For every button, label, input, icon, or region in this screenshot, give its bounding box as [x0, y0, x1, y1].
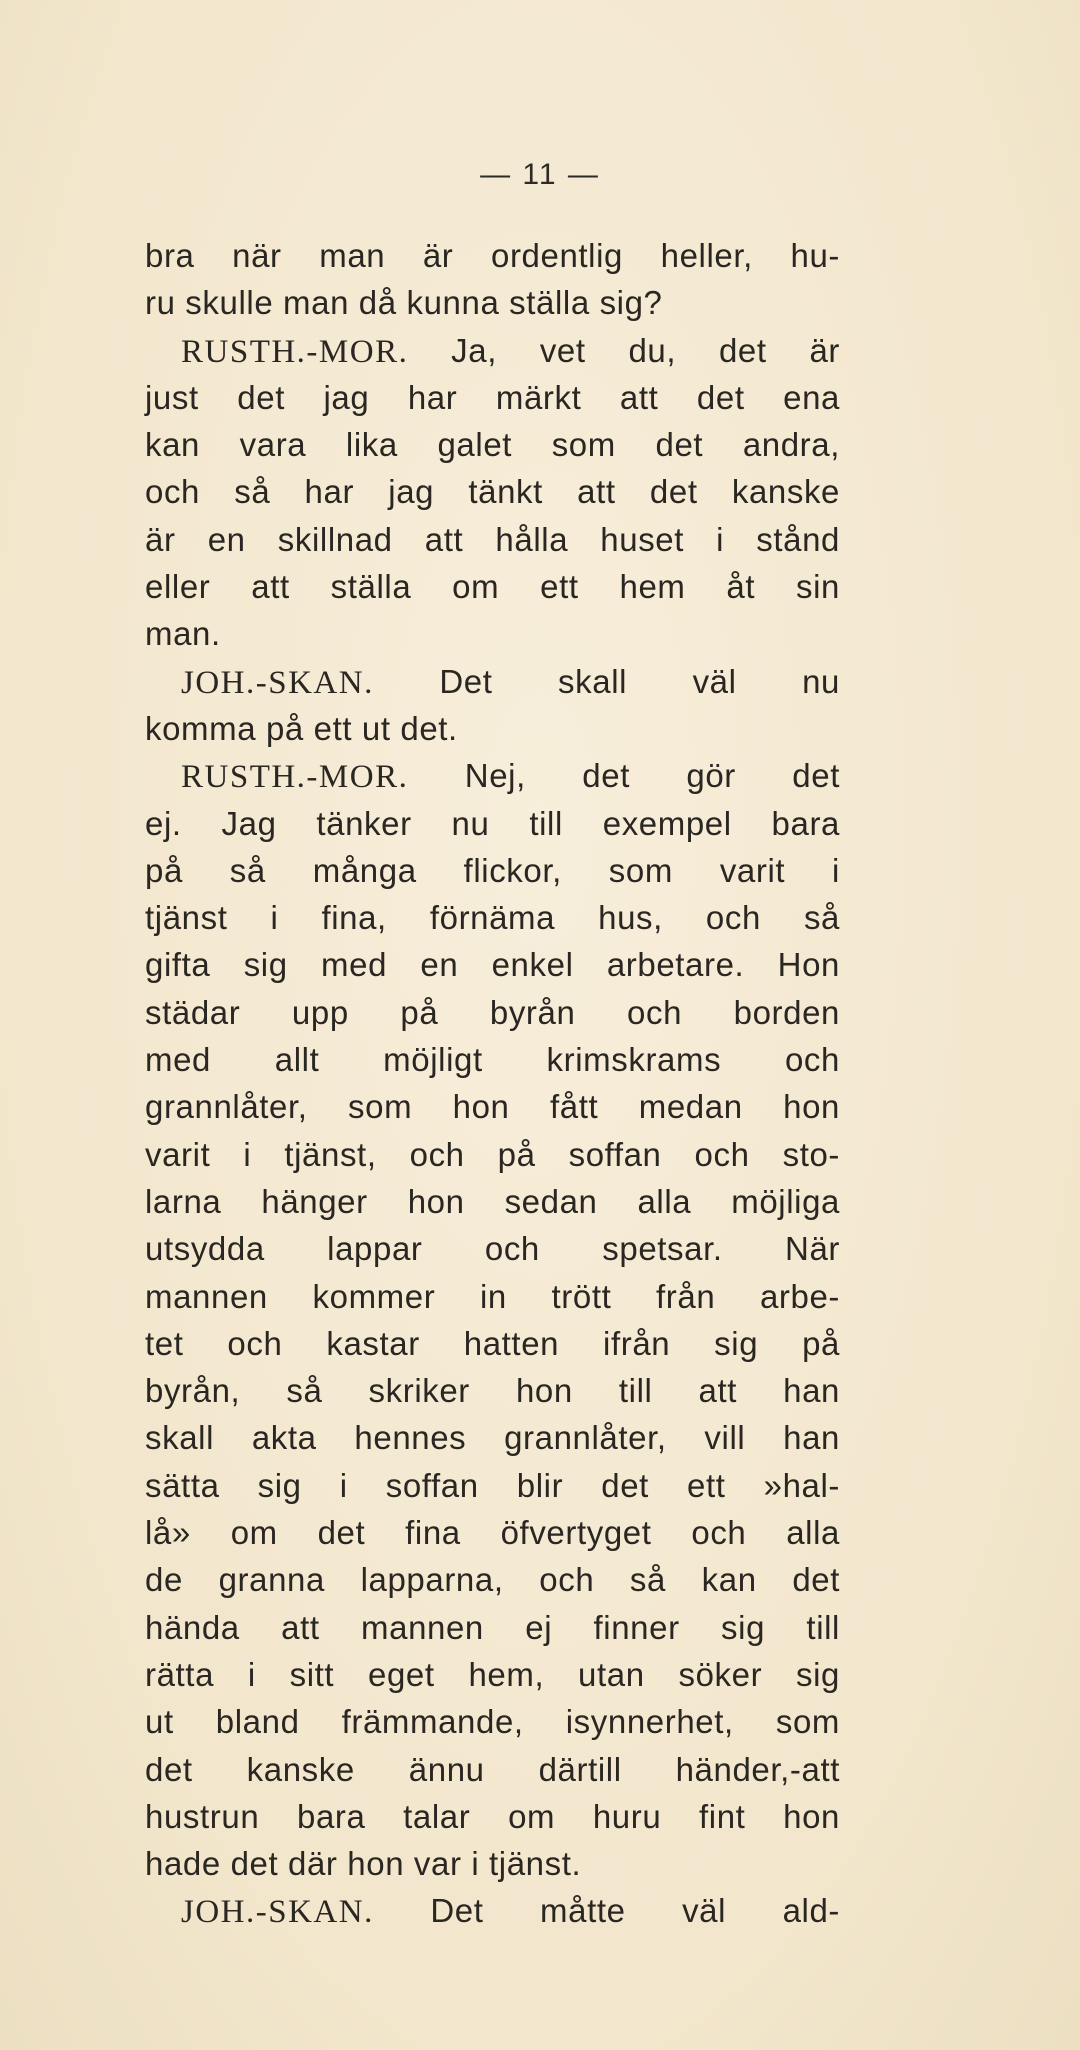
line-text: städar upp på byrån och borden [145, 993, 840, 1031]
line-text: kan vara lika galet som det andra, [145, 426, 840, 464]
speaker-name: JOH.-SKAN. [181, 664, 374, 701]
text-line [145, 374, 840, 421]
line-text: Nej, det gör det [408, 757, 840, 795]
page-number: — 11 — [480, 158, 600, 191]
line-text: lå» om det fina öfvertyget och alla [145, 1514, 840, 1552]
line-text: hända att mannen ej finner sig till [145, 1608, 840, 1646]
body-text [145, 232, 840, 1935]
line-text: tjänst i fina, förnäma hus, och så [145, 899, 840, 937]
text-line [145, 610, 840, 657]
line-text: utsydda lappar och spetsar. När [145, 1230, 840, 1268]
speaker-name: RUSTH.-MOR. [181, 333, 409, 370]
line-text: ut bland främmande, isynnerhet, som [145, 1703, 840, 1741]
text-line [145, 1083, 840, 1130]
text-line [145, 1887, 840, 1934]
line-text: man. [145, 615, 221, 653]
text-line [145, 1414, 840, 1461]
line-text: varit i tjänst, och på soffan och sto- [145, 1135, 840, 1173]
text-line [145, 800, 840, 847]
line-text: med allt möjligt krimskrams och [145, 1041, 840, 1079]
line-text: skall akta hennes grannlåter, vill han [145, 1419, 840, 1457]
text-line [145, 563, 840, 610]
text-line [145, 516, 840, 563]
line-text: mannen kommer in trött från arbe- [145, 1277, 840, 1315]
text-line [145, 1367, 840, 1414]
line-text: hade det där hon var i tjänst. [145, 1845, 582, 1883]
text-line [145, 1793, 840, 1840]
text-line [145, 468, 840, 515]
text-line [145, 1178, 840, 1225]
line-text: just det jag har märkt att det ena [145, 378, 840, 416]
text-line [145, 1131, 840, 1178]
text-line [145, 847, 840, 894]
text-line [145, 1036, 840, 1083]
line-text: Det måtte väl ald- [373, 1892, 840, 1930]
line-text: ej. Jag tänker nu till exempel bara [145, 804, 840, 842]
line-text: gifta sig med en enkel arbetare. Hon [145, 946, 840, 984]
line-text: sätta sig i soffan blir det ett »hal- [145, 1466, 840, 1504]
text-line [145, 1746, 840, 1793]
line-text: eller att ställa om ett hem åt sin [145, 568, 840, 606]
text-line [145, 327, 840, 374]
text-line [145, 705, 840, 752]
text-line [145, 658, 840, 705]
line-text: och så har jag tänkt att det kanske [145, 473, 840, 511]
text-line [145, 279, 840, 326]
text-line [145, 1225, 840, 1272]
line-text: rätta i sitt eget hem, utan söker sig [145, 1655, 840, 1693]
text-line [145, 1604, 840, 1651]
line-text: tet och kastar hatten ifrån sig på [145, 1324, 840, 1362]
line-text: ru skulle man då kunna ställa sig? [145, 284, 663, 322]
line-text: larna hänger hon sedan alla möjliga [145, 1182, 840, 1220]
text-line [145, 1698, 840, 1745]
text-line [145, 232, 840, 279]
line-text: byrån, så skriker hon till att han [145, 1372, 840, 1410]
line-text: det kanske ännu därtill händer,-att [145, 1750, 840, 1788]
text-line [145, 894, 840, 941]
text-line [145, 1651, 840, 1698]
text-line [145, 1556, 840, 1603]
text-line [145, 1320, 840, 1367]
speaker-name: RUSTH.-MOR. [181, 759, 409, 796]
text-line [145, 1462, 840, 1509]
text-line [145, 941, 840, 988]
line-text: de granna lapparna, och så kan det [145, 1561, 840, 1599]
line-text: komma på ett ut det. [145, 709, 458, 747]
text-line [145, 1509, 840, 1556]
text-line [145, 752, 840, 799]
text-line [145, 1273, 840, 1320]
line-text: hustrun bara talar om huru fint hon [145, 1797, 840, 1835]
line-text: grannlåter, som hon fått medan hon [145, 1088, 840, 1126]
text-line [145, 989, 840, 1036]
line-text: på så många flickor, som varit i [145, 851, 840, 889]
line-text: bra när man är ordentlig heller, hu- [145, 237, 840, 274]
text-line [145, 1840, 840, 1887]
speaker-name: JOH.-SKAN. [181, 1894, 374, 1931]
line-text: Det skall väl nu [373, 662, 840, 700]
text-line [145, 421, 840, 468]
line-text: Ja, vet du, det är [408, 331, 840, 369]
line-text: är en skillnad att hålla huset i stånd [145, 520, 840, 558]
